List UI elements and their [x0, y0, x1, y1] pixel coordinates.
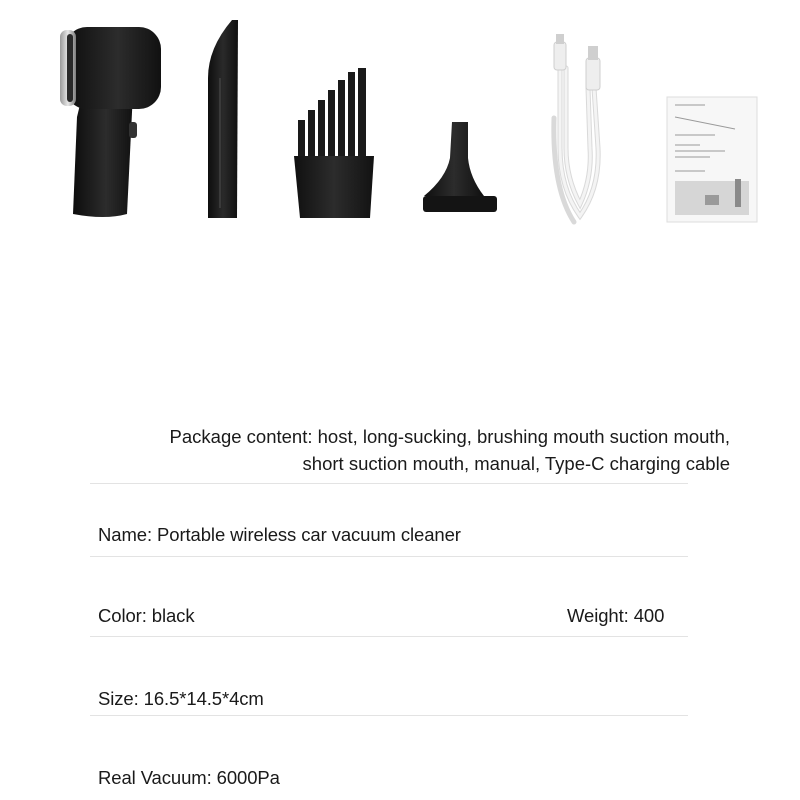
product-weight: Weight: 400	[567, 605, 665, 626]
brush-nozzle-image	[290, 68, 380, 220]
package-content-line1: Package content: host, long-sucking, brushing mouth suction mouth,	[169, 426, 730, 447]
divider	[90, 715, 688, 716]
manual-image	[665, 95, 760, 225]
type-c-cable-image	[540, 28, 620, 228]
package-content-line2: short suction mouth, manual, Type-C charging cable	[302, 453, 730, 474]
divider	[90, 556, 688, 557]
product-name: Name: Portable wireless car vacuum cleaner	[98, 524, 461, 545]
short-suction-mouth-image	[420, 118, 500, 218]
package-items-row	[0, 0, 800, 240]
long-sucking-nozzle-image	[200, 18, 245, 223]
product-color: Color: black	[98, 605, 195, 626]
real-vacuum: Real Vacuum: 6000Pa	[98, 767, 280, 788]
product-size: Size: 16.5*14.5*4cm	[98, 688, 264, 709]
host-vacuum-image	[55, 22, 165, 222]
divider	[90, 483, 688, 484]
divider	[90, 636, 688, 637]
